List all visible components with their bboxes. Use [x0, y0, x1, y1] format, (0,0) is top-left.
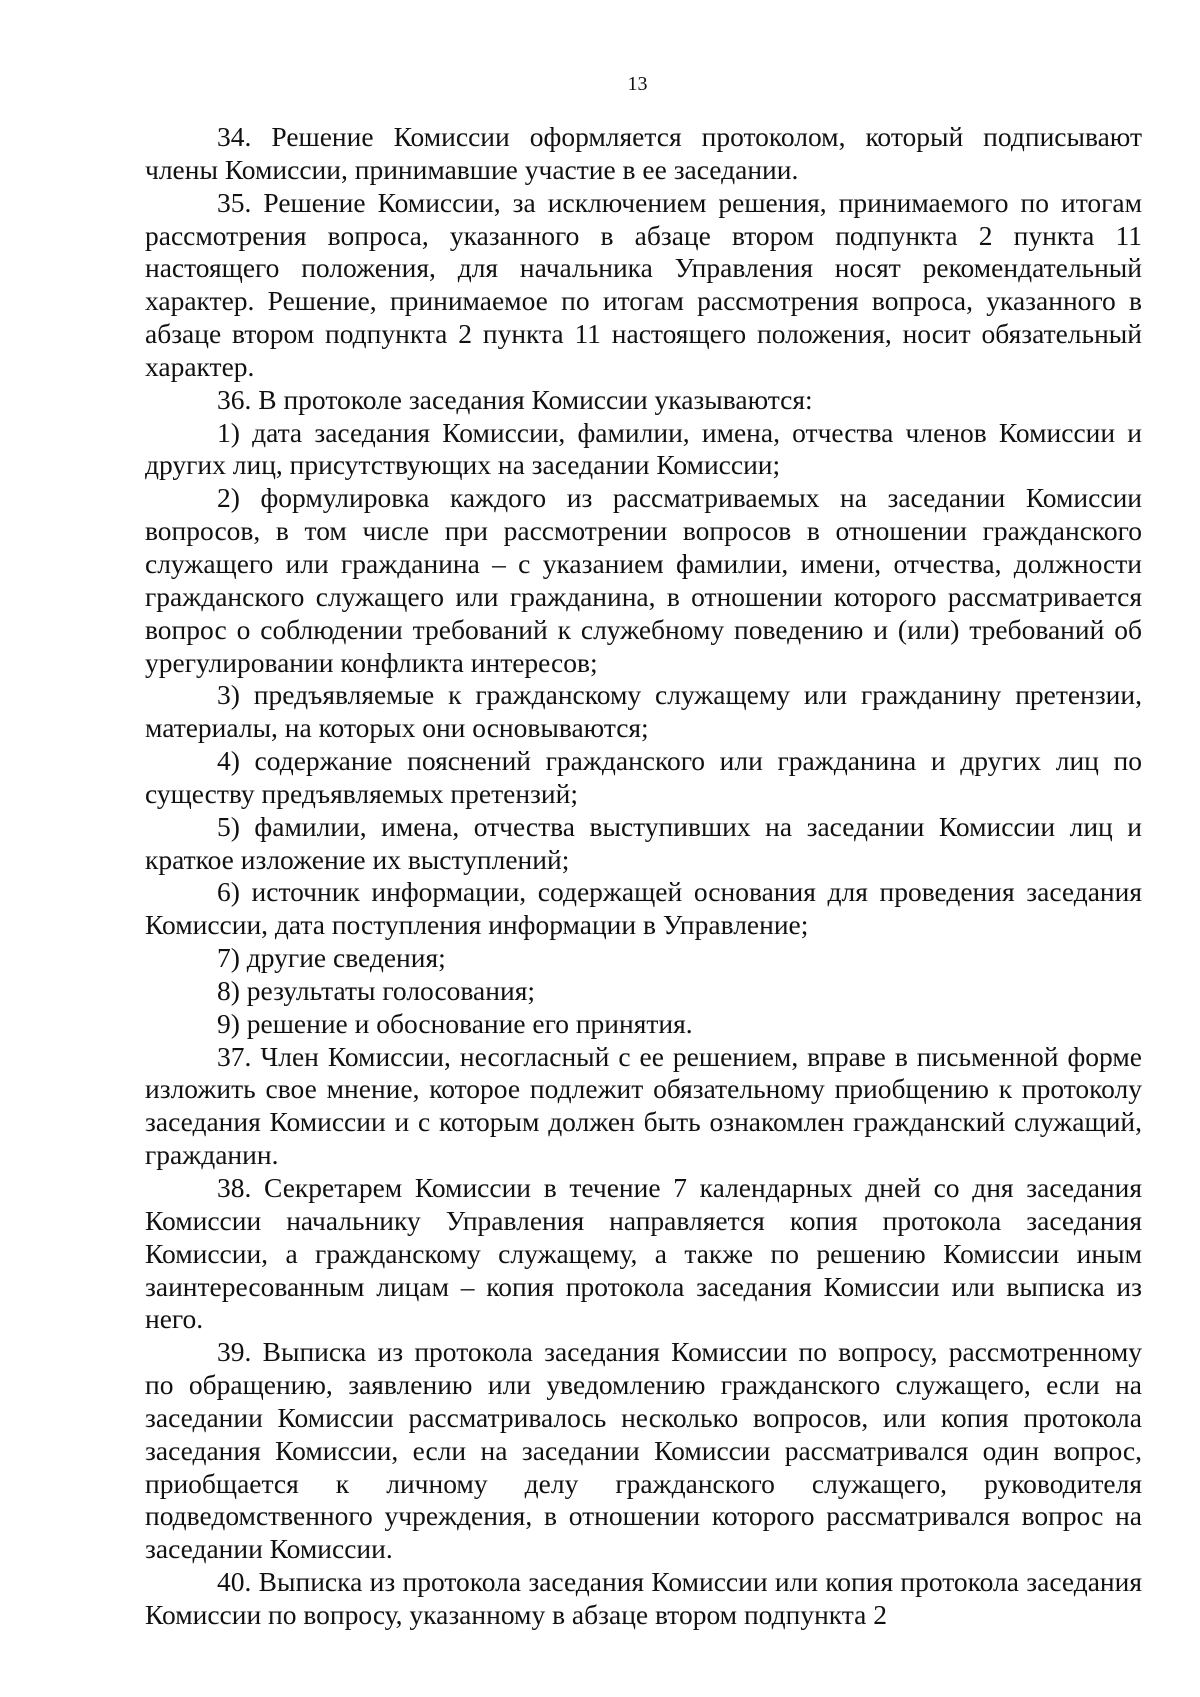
paragraph-35: 35. Решение Комиссии, за исключением решения, принимаемого по итогам рассмотрения вопроса, указанного в абзаце втором подпункта 2 пункта 11 настоящего положения, для начальника Управления носят рекомендательный характер. Решение, принимаемое по итогам рассмотрения вопроса, указанного в абзаце втором подпункта 2 пункта 11 настоящего положения, носит обязательный характер. — [145, 186, 1142, 382]
paragraph-40: 40. Выписка из протокола заседания Комиссии или копия протокола заседания Комиссии по вопросу, указанному в абзаце втором подпункта 2 — [145, 1566, 1142, 1630]
paragraph-36: 36. В протоколе заседания Комиссии указываются: — [217, 383, 813, 415]
paragraph-39: 39. Выписка из протокола заседания Комиссии по вопросу, рассмотренному по обращению, заявлению или уведомлению гражданского служащего, если на заседании Комиссии рассматривалось несколько вопросов, или копия протокола заседания Комиссии, если на заседании Комиссии рассматривался один вопрос, приобщается к личному делу гражданского служащего, руководителя подведомственного учреждения, в отношении которого рассматривался вопрос на заседании Комиссии. — [145, 1336, 1142, 1565]
paragraph-36-item-7: 7) другие сведения; — [217, 942, 446, 974]
paragraph-38: 38. Секретарем Комиссии в течение 7 календарных дней со дня заседания Комиссии начальнику Управления направляется копия протокола заседания Комиссии, а гражданскому служащему, а также по решению Комиссии иным заинтересованным лицам – копия протокола заседания Комиссии или выписка из него. — [145, 1172, 1142, 1335]
paragraph-36-item-6: 6) источник информации, содержащей основания для проведения заседания Комиссии, дата поступления информации в Управление; — [145, 876, 1142, 941]
paragraph-37: 37. Член Комиссии, несогласный с ее решением, вправе в письменной форме изложить свое мнение, которое подлежит обязательному приобщению к протоколу заседания Комиссии и с которым должен быть ознакомлен гражданский служащий, гражданин. — [145, 1040, 1142, 1171]
page-number: 13 — [627, 73, 648, 95]
document-body — [145, 121, 1142, 1632]
paragraph-36-item-2: 2) формулировка каждого из рассматриваемых на заседании Комиссии вопросов, в том числе при рассмотрении вопросов в отношении гражданского служащего или гражданина – с указанием фамилии, имени, отчества, должности гражданского служащего или гражданина, в отношении которого рассматривается вопрос о соблюдении требований к служебному поведению и (или) требований об урегулировании конфликта интересов; — [145, 482, 1142, 678]
paragraph-36-item-3: 3) предъявляемые к гражданскому служащему или гражданину претензии, материалы, на которых они основываются; — [145, 679, 1142, 744]
paragraph-36-item-1: 1) дата заседания Комиссии, фамилии, имена, отчества членов Комиссии и других лиц, присутствующих на заседании Комиссии; — [145, 416, 1142, 481]
paragraph-36-item-5: 5) фамилии, имена, отчества выступивших на заседании Комиссии лиц и краткое изложение их выступлений; — [145, 810, 1142, 875]
paragraph-36-item-9: 9) решение и обоснование его принятия. — [217, 1007, 693, 1039]
paragraph-36-item-8: 8) результаты голосования; — [217, 974, 535, 1006]
paragraph-34: 34. Решение Комиссии оформляется протоколом, который подписывают члены Комиссии, принимавшие участие в ее заседании. — [145, 121, 1142, 185]
paragraph-36-item-4: 4) содержание пояснений гражданского или гражданина и других лиц по существу предъявляемых претензий; — [145, 745, 1142, 809]
